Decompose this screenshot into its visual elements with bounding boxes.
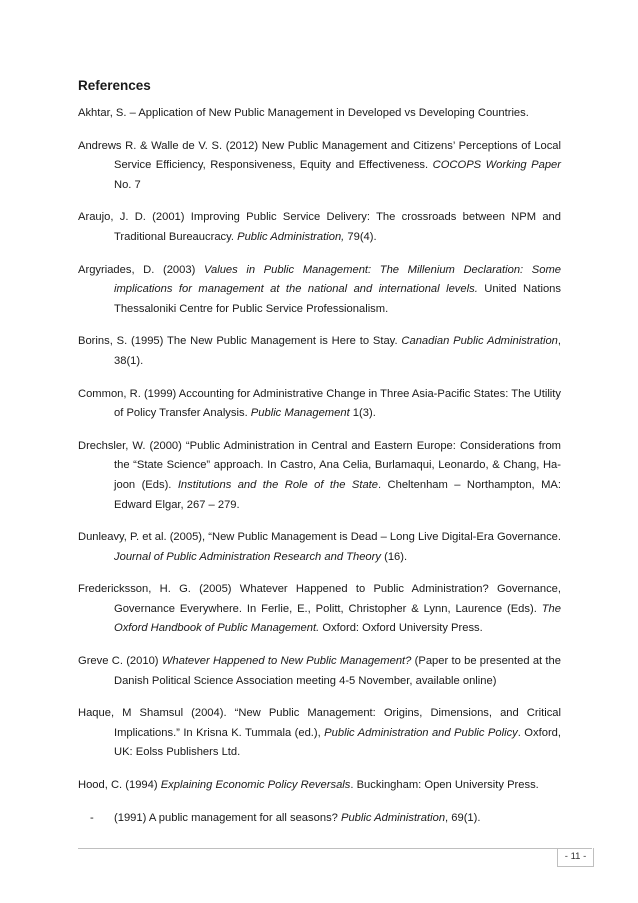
reference-text: Akhtar, S. – Application of New Public Management in Developed vs Developing Countries. <box>78 107 529 119</box>
reference-entry <box>78 704 561 763</box>
reference-title-italic: Public Administration <box>341 811 446 824</box>
reference-title-italic: Public Administration, <box>237 230 345 243</box>
reference-text: 1(3). <box>349 407 376 420</box>
reference-entry <box>78 261 561 320</box>
reference-entry <box>78 437 561 515</box>
reference-text: Borins, S. (1995) The New Public Management is Here to Stay. <box>78 335 402 348</box>
reference-entry <box>78 104 561 124</box>
reference-text: , 38(1). <box>114 335 561 367</box>
reference-text: Common, R. (1999) Accounting for Administrative Change in Three Asia-Pacific States: The Utility of Policy Transfer Analysis. <box>78 387 561 420</box>
reference-text: Greve C. (2010) <box>78 655 162 668</box>
reference-title-italic: Canadian Public Administration <box>401 335 558 348</box>
reference-text: . Cheltenham – Northampton, MA: Edward Elgar, 267 – 279. <box>114 478 561 511</box>
reference-title-italic: Public Management <box>250 407 350 420</box>
reference-entry <box>78 809 561 829</box>
references-heading: References <box>78 78 151 93</box>
reference-text: No. 7 <box>114 178 141 191</box>
reference-entry <box>78 652 561 691</box>
reference-title-italic: Institutions and the Role of the State <box>177 478 378 491</box>
reference-entry <box>78 208 561 247</box>
list-dash: - <box>90 811 94 824</box>
reference-text: Dunleavy, P. et al. (2005), “New Public Management is Dead – Long Live Digital-Era Governance. <box>78 531 561 544</box>
reference-text: Argyriades, D. (2003) <box>78 263 204 276</box>
reference-text: Drechsler, W. (2000) “Public Administration in Central and Eastern Europe: Considerations from the “State Science” approach. In Castro, Ana Celia, Burlamaqui, Leonardo, & Chang, Ha-joon (Eds). <box>78 439 561 491</box>
footer-divider <box>78 848 592 849</box>
reference-text: Fredericksson, H. G. (2005) Whatever Happened to Public Administration? Governance, Governance Everywhere. In Ferlie, E., Politt, Christopher & Lynn, Laurence (Eds). <box>78 583 561 615</box>
reference-title-italic: Values in Public Management: The Millenium Declaration: Some implications for management at the national and international levels. <box>114 263 561 296</box>
reference-list <box>78 104 561 841</box>
reference-text: United Nations Thessaloniki Centre for Public Service Professionalism. <box>114 283 561 315</box>
reference-text: . Buckingham: Open University Press. <box>350 779 539 792</box>
reference-text: Araujo, J. D. (2001) Improving Public Service Delivery: The crossroads between NPM and Traditional Bureaucracy. <box>78 211 561 243</box>
reference-text: (Paper to be presented at the Danish Political Science Association meeting 4-5 November, available online) <box>114 655 561 687</box>
reference-entry <box>78 528 561 567</box>
reference-title-italic: COCOPS Working Paper <box>432 159 561 172</box>
reference-text: , 69(1). <box>445 811 481 824</box>
reference-entry <box>78 580 561 639</box>
reference-text: 79(4). <box>344 230 377 243</box>
reference-title-italic: Public Administration and Public Policy <box>324 726 518 739</box>
reference-title-italic: Journal of Public Administration Research and Theory <box>114 550 381 563</box>
reference-entry <box>78 137 561 196</box>
reference-text: Oxford: Oxford University Press. <box>319 622 483 635</box>
reference-title-italic: Explaining Economic Policy Reversals <box>160 779 351 792</box>
reference-text: Andrews R. & Walle de V. S. (2012) New Public Management and Citizens’ Perceptions of Local Service Efficiency, Responsiveness, Equity and Effectiveness. <box>78 139 561 172</box>
reference-title-italic: Whatever Happened to New Public Management? <box>161 655 412 668</box>
page-number: - 11 - <box>557 848 594 867</box>
reference-text: (16). <box>380 550 408 563</box>
reference-text: . Oxford, UK: Eolss Publishers Ltd. <box>114 726 561 759</box>
reference-entry <box>78 385 561 424</box>
reference-entry <box>78 332 561 371</box>
reference-text: Hood, C. (1994) <box>78 779 161 792</box>
reference-text: (1991) A public management for all seasons? <box>114 811 341 824</box>
reference-entry <box>78 776 561 796</box>
reference-title-italic: The Oxford Handbook of Public Management. <box>114 602 561 635</box>
reference-text: Haque, M Shamsul (2004). “New Public Management: Origins, Dimensions, and Critical Implications.” In Krisna K. Tummala (ed.), <box>78 707 561 739</box>
